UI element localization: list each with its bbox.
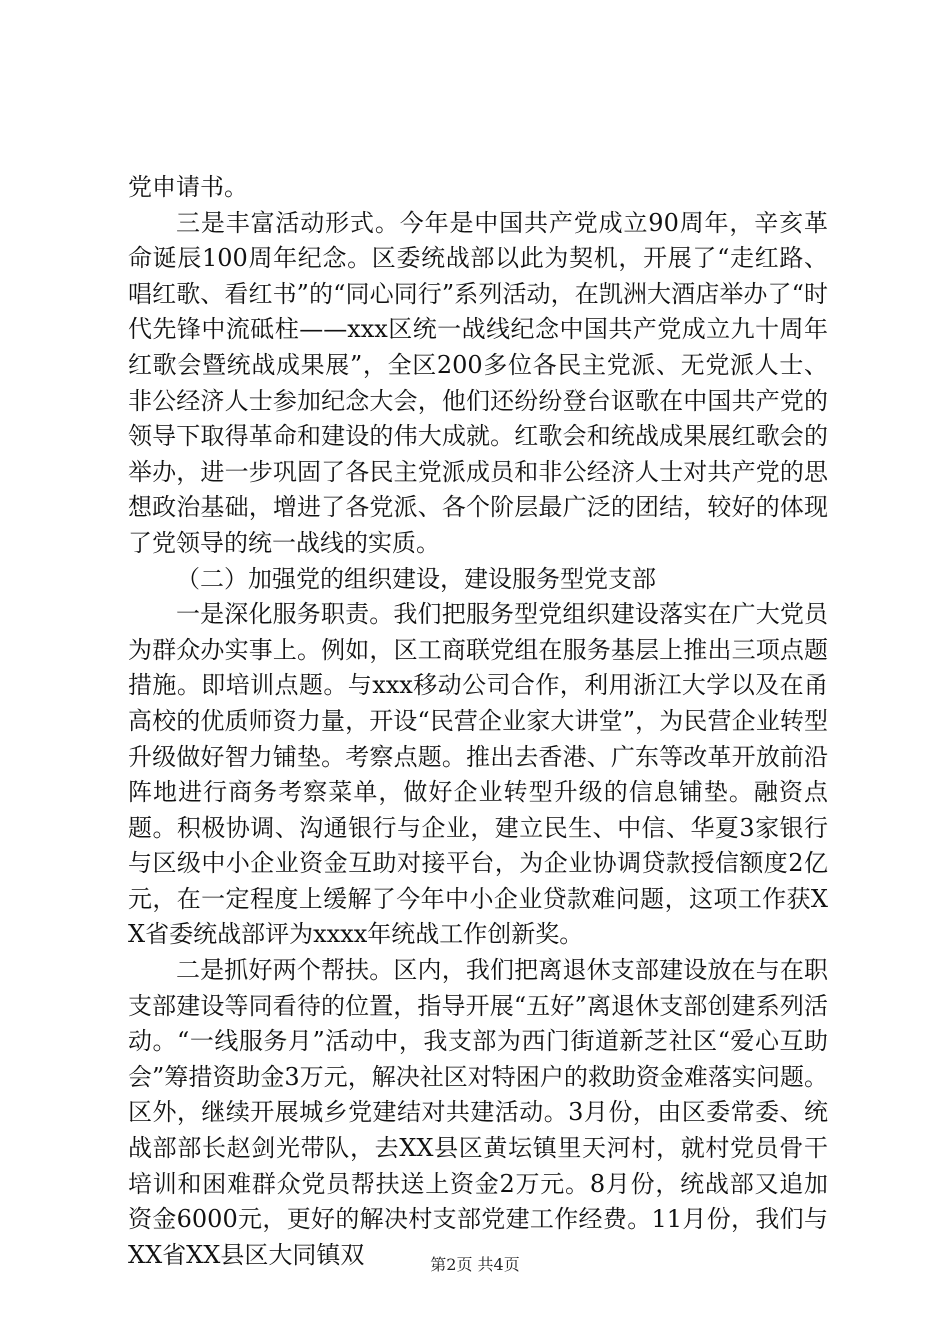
paragraph-service-duties: 一是深化服务职责。我们把服务型党组织建设落实在广大党员为群众办实事上。例如，区工商联党组在服务基层上推出三项点题措施。即培训点题。与xxx移动公司合作，利用浙江大学以及在甬高校的优质师资力量，开设“民营企业家大讲堂”，为民营企业转型升级做好智力铺垫。考察点题。推出去香港、广东等改革开放前沿阵地进行商务考察菜单，做好企业转型升级的信息铺垫。融资点题。积极协调、沟通银行与企业，建立民生、中信、华夏3家银行与区级中小企业资金互助对接平台，为企业协调贷款授信额度2亿元，在一定程度上缓解了今年中小企业贷款难问题，这项工作获XX省委统战部评为xxxx年统战工作创新奖。	[128, 600, 828, 949]
paragraph-two-assistance: 二是抓好两个帮扶。区内，我们把离退休支部建设放在与在职支部建设等同看待的位置，指导开展“五好”离退休支部创建系列活动。“一线服务月”活动中，我支部为西门街道新芝社区“爱心互助会”筹措资助金3万元，解决社区对特困户的救助资金难落实问题。区外，继续开展城乡党建结对共建活动。3月份，由区委常委、统战部部长赵剑光带队，去XX县区黄坛镇里天河村，就村党员骨干培训和困难群众党员帮扶送上资金2万元。8月份，统战部又追加资金6000元，更好的解决村支部党建工作经费。11月份，我们与XX省XX县区大同镇双	[128, 956, 828, 1269]
paragraph-continuation: 党申请书。	[128, 173, 248, 201]
body-text	[128, 170, 828, 1273]
paragraph-activities: 三是丰富活动形式。今年是中国共产党成立90周年，辛亥革命诞辰100周年纪念。区委统战部以此为契机，开展了“走红路、唱红歌、看红书”的“同心同行”系列活动，在凯洲大酒店举办了“时代先锋中流砥柱——xxx区统一战线纪念中国共产党成立九十周年红歌会暨统战成果展”，全区200多位各民主党派、无党派人士、非公经济人士参加纪念大会，他们还纷纷登台讴歌在中国共产党的领导下取得革命和建设的伟大成就。红歌会和统战成果展红歌会的举办，进一步巩固了各民主党派成员和非公经济人士对共产党的思想政治基础，增进了各党派、各个阶层最广泛的团结，较好的体现了党领导的统一战线的实质。	[128, 208, 828, 557]
page-footer: 第2页 共4页	[430, 1255, 520, 1274]
section-heading: （二）加强党的组织建设，建设服务型党支部	[176, 564, 656, 593]
